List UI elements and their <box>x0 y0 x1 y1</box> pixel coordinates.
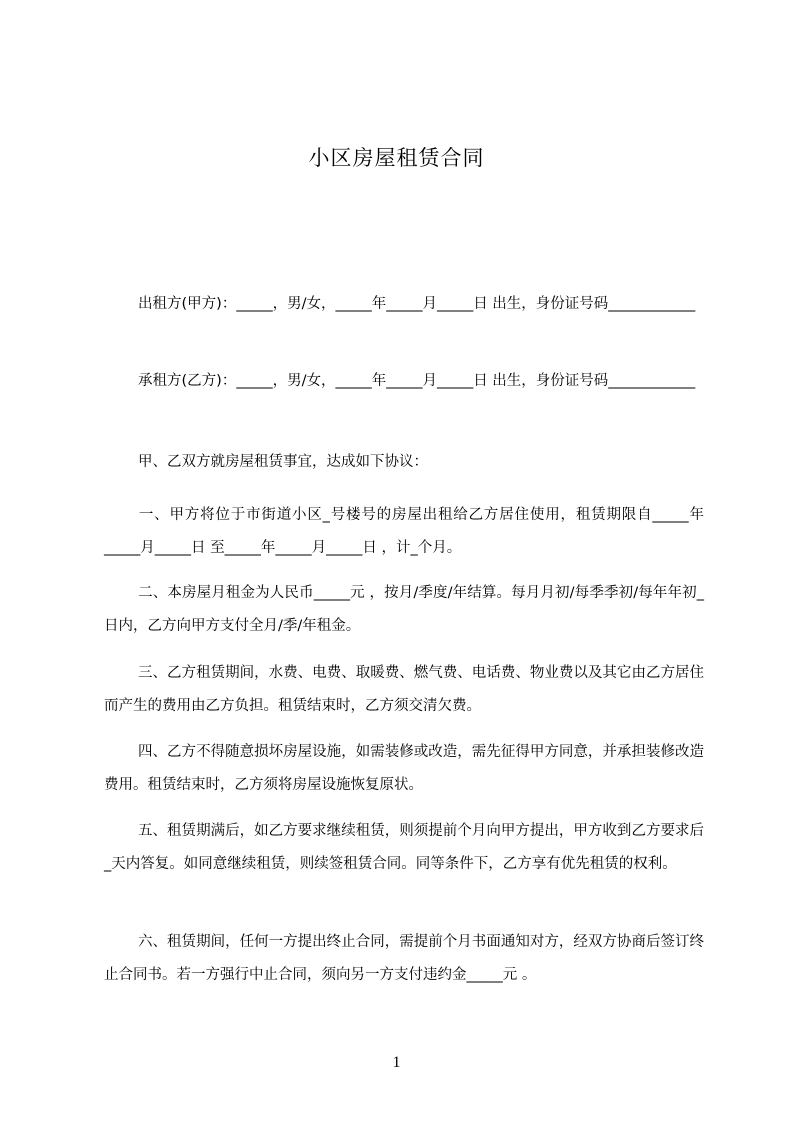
document-title: 小区房屋租赁合同 <box>308 146 485 170</box>
paragraph-lessee <box>104 365 704 398</box>
paragraph-text: 二、本房屋月租金为人民币_____元 ，按月/季度/年结算。每月月初/每季季初/每年年初_日内，乙方向甲方支付全月/季/年租金。 <box>104 585 704 634</box>
clause-2 <box>104 577 704 643</box>
page-number: 1 <box>392 1054 401 1071</box>
clause-1 <box>104 499 704 565</box>
paragraph-text: 四、乙方不得随意损坏房屋设施，如需装修或改造，需先征得甲方同意，并承担装修改造费用。租赁结束时，乙方须将房屋设施恢复原状。 <box>104 744 704 793</box>
paragraph-text: 五、租赁期满后，如乙方要求继续租赁，则须提前个月向甲方提出，甲方收到乙方要求后_天内答复。如同意继续租赁，则续签租赁合同。同等条件下，乙方享有优先租赁的权利。 <box>104 823 704 872</box>
paragraph-lessor <box>104 288 704 321</box>
paragraph-agreement-intro <box>104 446 704 479</box>
paragraph-text: 出租方(甲方)：_____，男/女，_____年_____月_____日 出生，身份证号码____________ <box>138 296 696 312</box>
clause-5 <box>104 815 704 881</box>
paragraph-text: 三、乙方租赁期间，水费、电费、取暖费、燃气费、电话费、物业费以及其它由乙方居住而产生的费用由乙方负担。租赁结束时，乙方须交清欠费。 <box>104 665 704 714</box>
clause-3 <box>104 657 704 723</box>
paragraph-text: 承租方(乙方)：_____，男/女，_____年_____月_____日 出生，身份证号码____________ <box>138 373 696 389</box>
paragraph-text: 六、租赁期间，任何一方提出终止合同，需提前个月书面通知对方，经双方协商后签订终止合同书。若一方强行中止合同，须向另一方支付违约金_____元 。 <box>104 934 704 983</box>
paragraph-text: 一、甲方将位于市街道小区_号楼号的房屋出租给乙方居住使用，租赁期限自_____年_____月_____日 至_____年_____月_____日 ，计_个月。 <box>104 507 704 556</box>
clause-6 <box>104 926 704 992</box>
paragraph-text: 甲、乙双方就房屋租赁事宜，达成如下协议： <box>138 454 428 470</box>
clause-4 <box>104 736 704 802</box>
